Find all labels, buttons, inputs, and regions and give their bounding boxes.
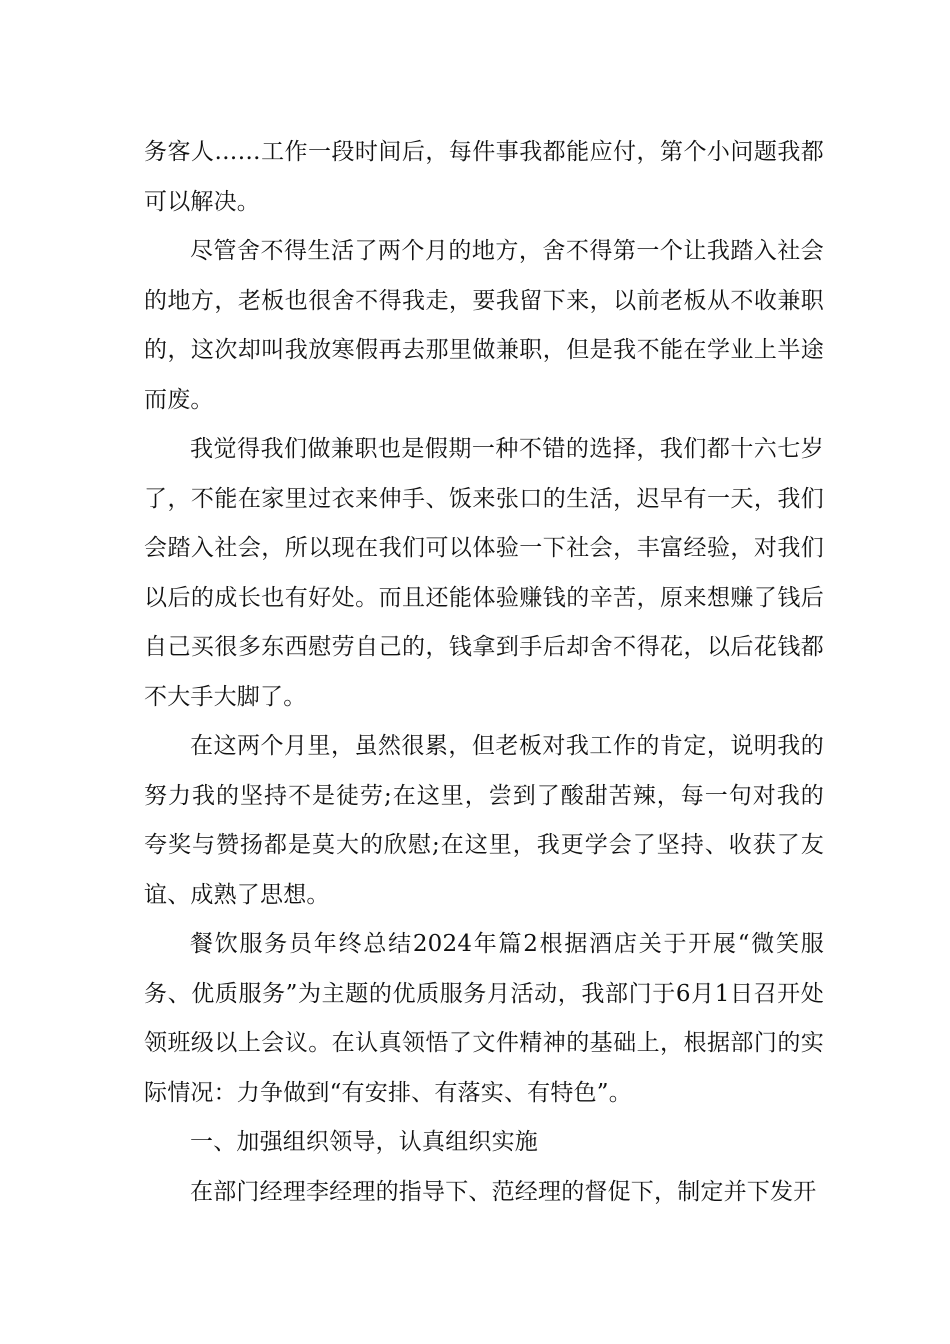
paragraph-3: 我觉得我们做兼职也是假期一种不错的选择，我们都十六七岁了，不能在家里过衣来伸手、饭来张口的生活，迟早有一天，我们会踏入社会，所以现在我们可以体验一下社会，丰富经验，对我们以后的成长也有好处。而且还能体验赚钱的辛苦，原来想赚了钱后自己买很多东西慰劳自己的，钱拿到手后却舍不得花，以后花钱都不大手大脚了。 xyxy=(144,436,824,710)
paragraph-6: 在部门经理李经理的指导下、范经理的督促下，制定并下发开 xyxy=(190,1178,817,1205)
document-body xyxy=(144,128,824,1217)
section-heading-1: 一、加强组织领导，认真组织实施 xyxy=(190,1129,538,1155)
paragraph-4: 在这两个月里，虽然很累，但老板对我工作的肯定，说明我的努力我的坚持不是徒劳;在这里，尝到了酸甜苦辣，每一句对我的夸奖与赞扬都是莫大的欣慰;在这里，我更学会了坚持、收获了友谊、成熟了思想。 xyxy=(144,733,824,908)
paragraph-2: 尽管舍不得生活了两个月的地方，舍不得第一个让我踏入社会的地方，老板也很舍不得我走，要我留下来，以前老板从不收兼职的，这次却叫我放寒假再去那里做兼职，但是我不能在学业上半途而废。 xyxy=(144,238,824,413)
paragraph-1: 务客人……工作一段时间后，每件事我都能应付，第个小问题我都可以解决。 xyxy=(144,139,824,215)
paragraph-5: 餐饮服务员年终总结2024年篇2根据酒店关于开展“微笑服务、优质服务”为主题的优质服务月活动，我部门于6月1日召开处领班级以上会议。在认真领悟了文件精神的基础上，根据部门的实际情况：力争做到“有安排、有落实、有特色”。 xyxy=(144,931,824,1106)
